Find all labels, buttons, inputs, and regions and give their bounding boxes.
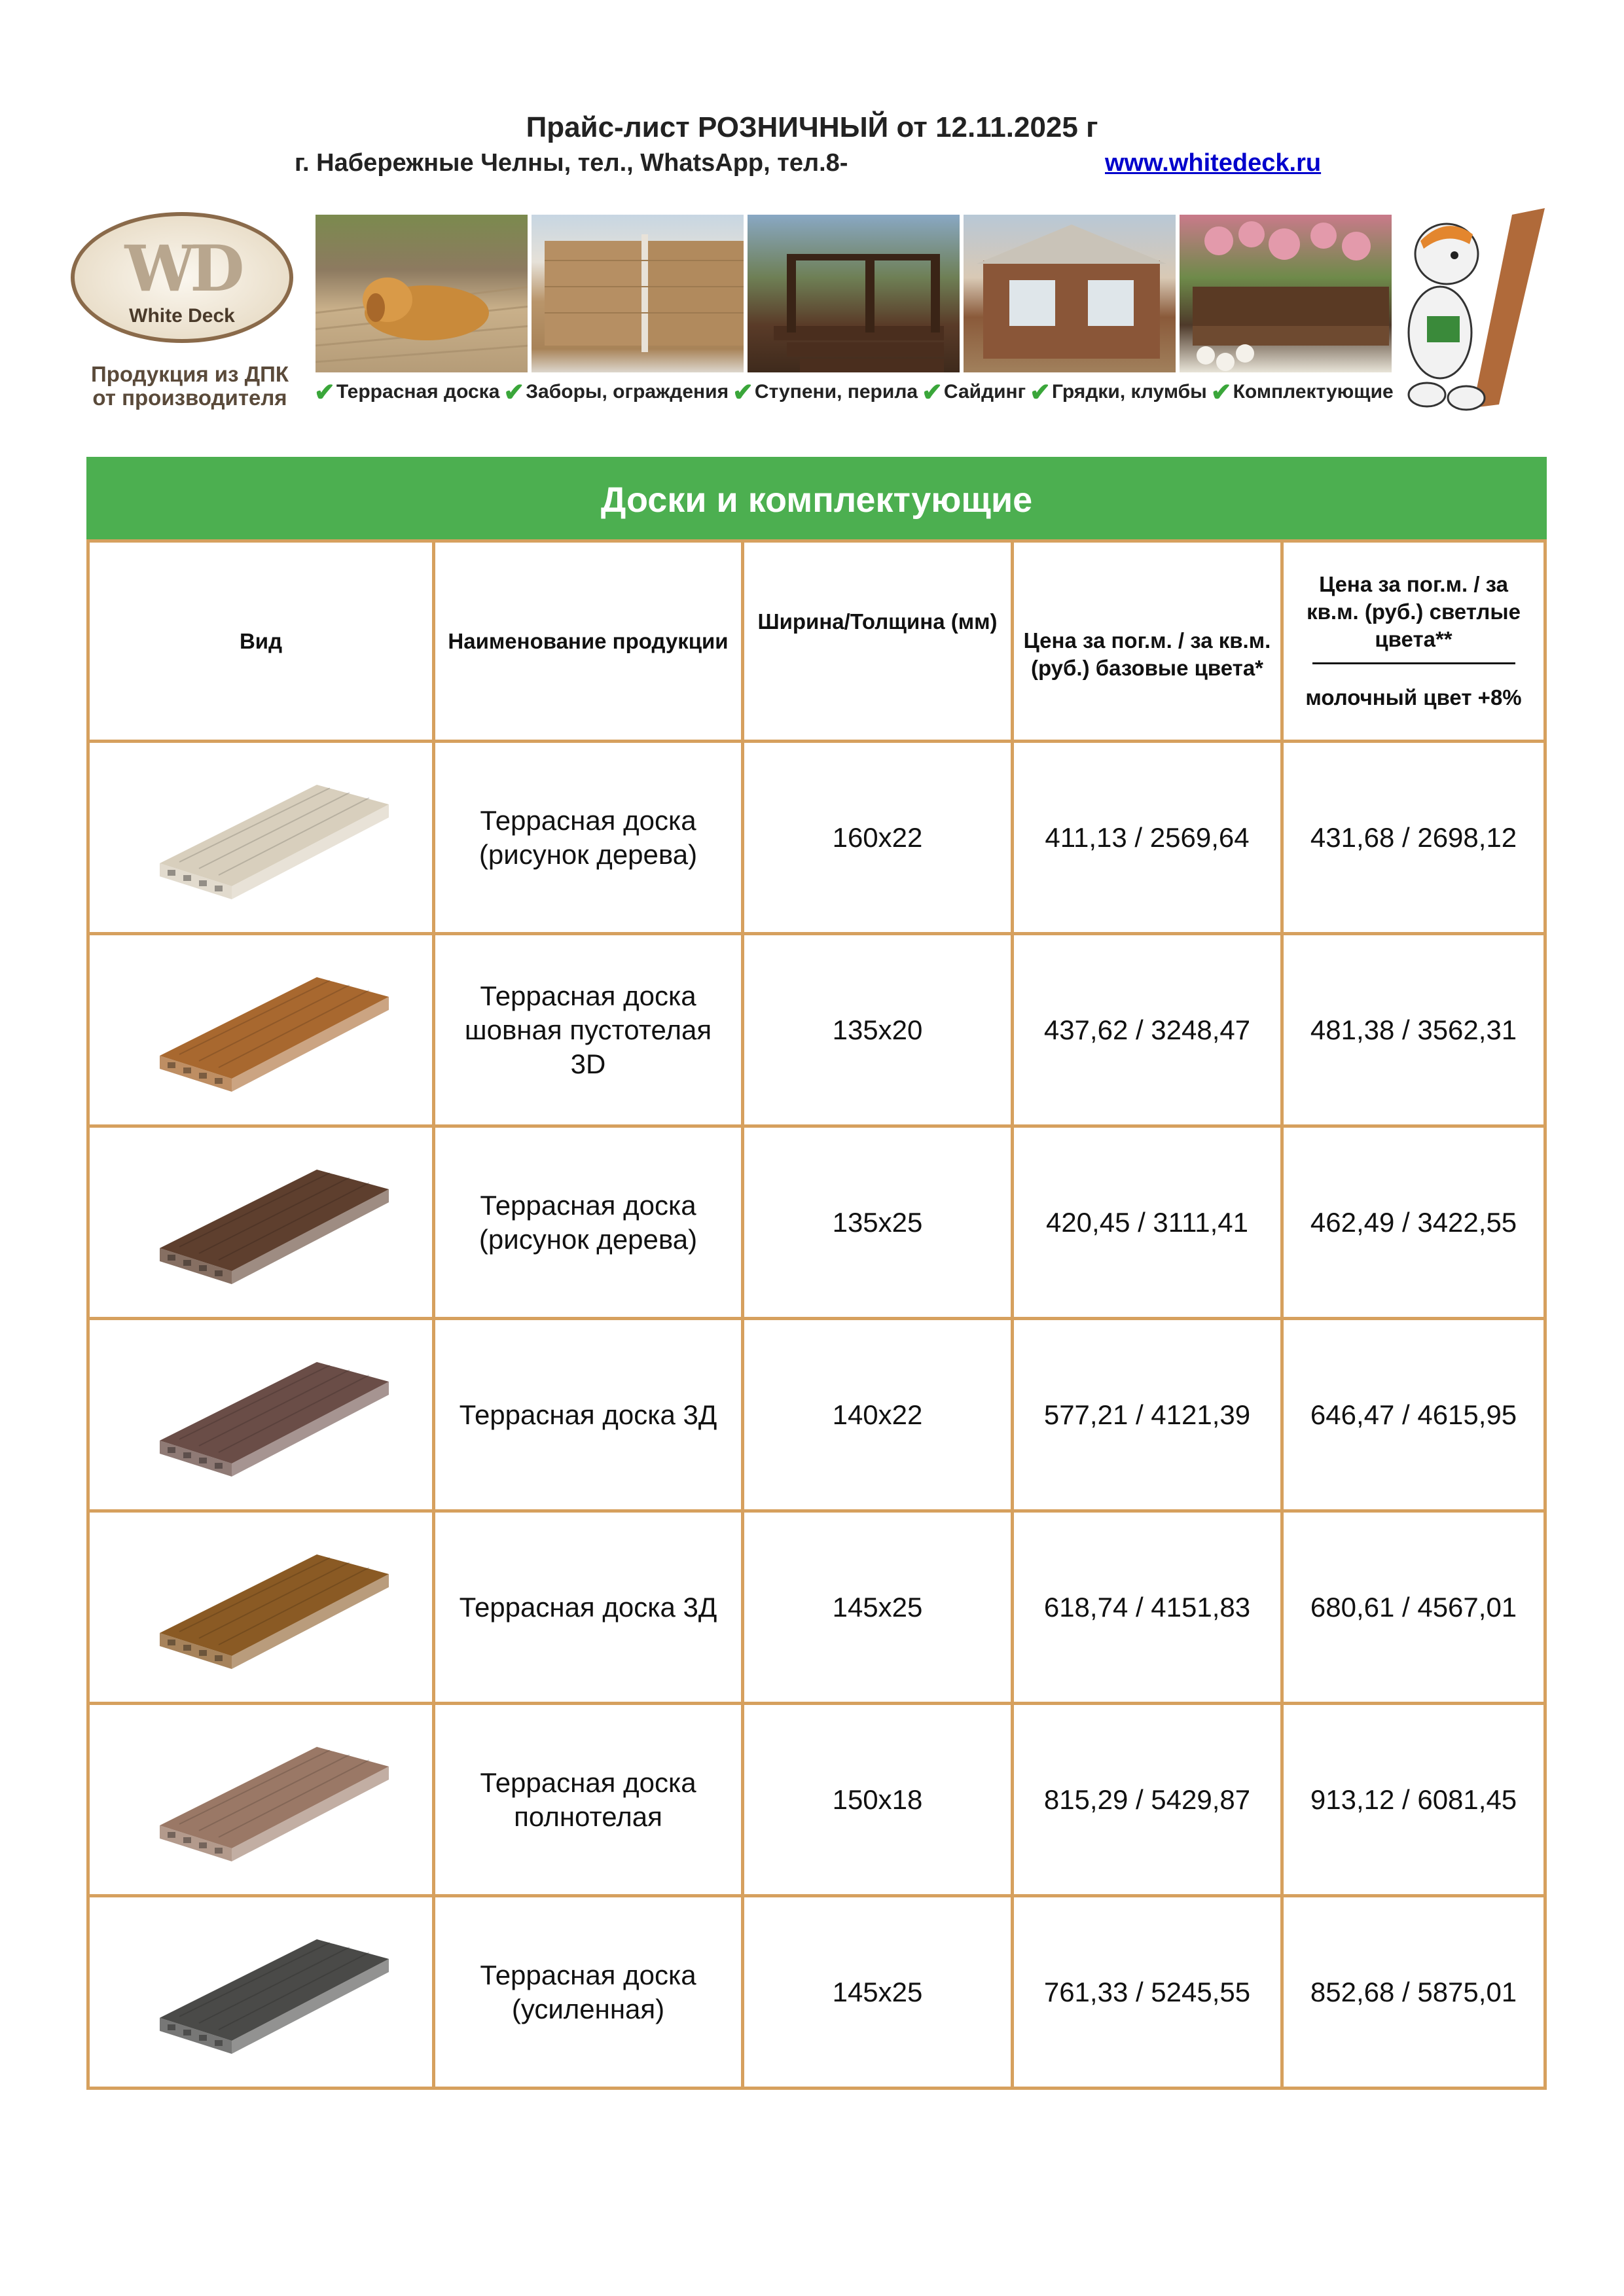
price-light: 431,68 / 2698,12	[1282, 742, 1545, 934]
product-image-cell	[88, 934, 434, 1126]
price-base: 420,45 / 3111,41	[1013, 1126, 1282, 1319]
price-base: 618,74 / 4151,83	[1013, 1511, 1282, 1704]
logo-name: White Deck	[129, 305, 235, 327]
price-base: 761,33 / 5245,55	[1013, 1896, 1282, 2089]
price-light: 646,47 / 4615,95	[1282, 1319, 1545, 1511]
photo-siding-house	[962, 213, 1177, 374]
board-image	[120, 1336, 402, 1486]
product-name: Террасная доска 3Д	[434, 1511, 743, 1704]
col-header-price-light-top: Цена за пог.м. / за кв.м. (руб.) светлые цвета**	[1307, 572, 1521, 651]
category-label: Сайдинг	[943, 381, 1026, 403]
product-name: Террасная доска (усиленная)	[434, 1896, 743, 2089]
product-image-cell	[88, 1126, 434, 1319]
col-header-size: Ширина/Толщина (мм)	[743, 541, 1013, 742]
price-base: 577,21 / 4121,39	[1013, 1319, 1282, 1511]
website-link[interactable]: www.whitedeck.ru	[1105, 149, 1322, 177]
category-label: Комплектующие	[1233, 381, 1394, 403]
price-base: 815,29 / 5429,87	[1013, 1704, 1282, 1896]
check-icon: ✔	[503, 378, 525, 406]
product-size: 145x25	[743, 1511, 1013, 1704]
check-icon: ✔	[1030, 378, 1051, 406]
logo-caption-line-1: Продукция из ДПК	[90, 362, 289, 386]
check-icon: ✔	[922, 378, 943, 406]
logo-caption	[65, 363, 314, 410]
category-label: Террасная доска	[336, 381, 500, 403]
price-light: 462,49 / 3422,55	[1282, 1126, 1545, 1319]
price-light: 680,61 / 4567,01	[1282, 1511, 1545, 1704]
product-image-cell	[88, 742, 434, 934]
header-banner	[65, 208, 1571, 419]
product-size: 135x20	[743, 934, 1013, 1126]
board-image	[120, 1143, 402, 1294]
table-row	[88, 1319, 1545, 1511]
mascot-dog-illustration	[1401, 208, 1571, 419]
product-name: Террасная доска шовная пустотелая 3D	[434, 934, 743, 1126]
table-row	[88, 1896, 1545, 2089]
header-divider	[1312, 662, 1515, 664]
category-label: Грядки, клумбы	[1052, 381, 1207, 403]
table-row	[88, 1126, 1545, 1319]
photo-fence	[530, 213, 745, 374]
section-header-row	[88, 459, 1545, 541]
logo-letters: WD	[124, 232, 240, 306]
board-image	[120, 1721, 402, 1871]
price-light: 913,12 / 6081,45	[1282, 1704, 1545, 1896]
col-header-price-light	[1282, 541, 1545, 742]
price-table	[86, 457, 1547, 2090]
category-label: Заборы, ограждения	[526, 381, 729, 403]
logo	[65, 208, 301, 419]
photo-decking-dog	[314, 213, 529, 374]
col-header-price-base: Цена за пог.м. / за кв.м. (руб.) базовые цвета*	[1013, 541, 1282, 742]
table-row	[88, 934, 1545, 1126]
product-size: 140x22	[743, 1319, 1013, 1511]
product-size: 160x22	[743, 742, 1013, 934]
col-header-name: Наименование продукции	[434, 541, 743, 742]
category-ribbon	[314, 377, 1401, 407]
page-title: Прайс-лист РОЗНИЧНЫЙ от 12.11.2025 г	[526, 111, 1098, 143]
product-name: Террасная доска (рисунок дерева)	[434, 1126, 743, 1319]
table-row	[88, 1511, 1545, 1704]
photo-stairs-railing	[746, 213, 961, 374]
product-size: 135x25	[743, 1126, 1013, 1319]
product-image-cell	[88, 1511, 434, 1704]
photo-garden-bed	[1178, 213, 1393, 374]
table-row	[88, 742, 1545, 934]
board-image	[120, 759, 402, 909]
logo-caption-line-2: от производителя	[92, 386, 287, 410]
table-row	[88, 1704, 1545, 1896]
product-size: 150x18	[743, 1704, 1013, 1896]
price-base: 437,62 / 3248,47	[1013, 934, 1282, 1126]
check-icon: ✔	[732, 378, 753, 406]
contact-line: г. Набережные Челны, тел., WhatsApp, тел.8-	[295, 149, 848, 177]
product-image-cell	[88, 1704, 434, 1896]
check-icon: ✔	[314, 378, 335, 406]
product-image-cell	[88, 1896, 434, 2089]
table-body	[88, 742, 1545, 2089]
product-size: 145x25	[743, 1896, 1013, 2089]
column-header-row	[88, 541, 1545, 742]
col-header-view: Вид	[88, 541, 434, 742]
logo-oval	[71, 212, 293, 343]
product-image-cell	[88, 1319, 434, 1511]
board-image	[120, 951, 402, 1102]
section-title: Доски и комплектующие	[88, 459, 1545, 541]
check-icon: ✔	[1210, 378, 1232, 406]
board-image	[120, 1913, 402, 2064]
col-header-price-light-bottom: молочный цвет +8%	[1305, 685, 1522, 709]
price-light: 481,38 / 3562,31	[1282, 934, 1545, 1126]
price-light: 852,68 / 5875,01	[1282, 1896, 1545, 2089]
board-image	[120, 1528, 402, 1679]
product-name: Террасная доска (рисунок дерева)	[434, 742, 743, 934]
product-name: Террасная доска полнотелая	[434, 1704, 743, 1896]
price-base: 411,13 / 2569,64	[1013, 742, 1282, 934]
product-name: Террасная доска 3Д	[434, 1319, 743, 1511]
category-label: Ступени, перила	[754, 381, 918, 403]
